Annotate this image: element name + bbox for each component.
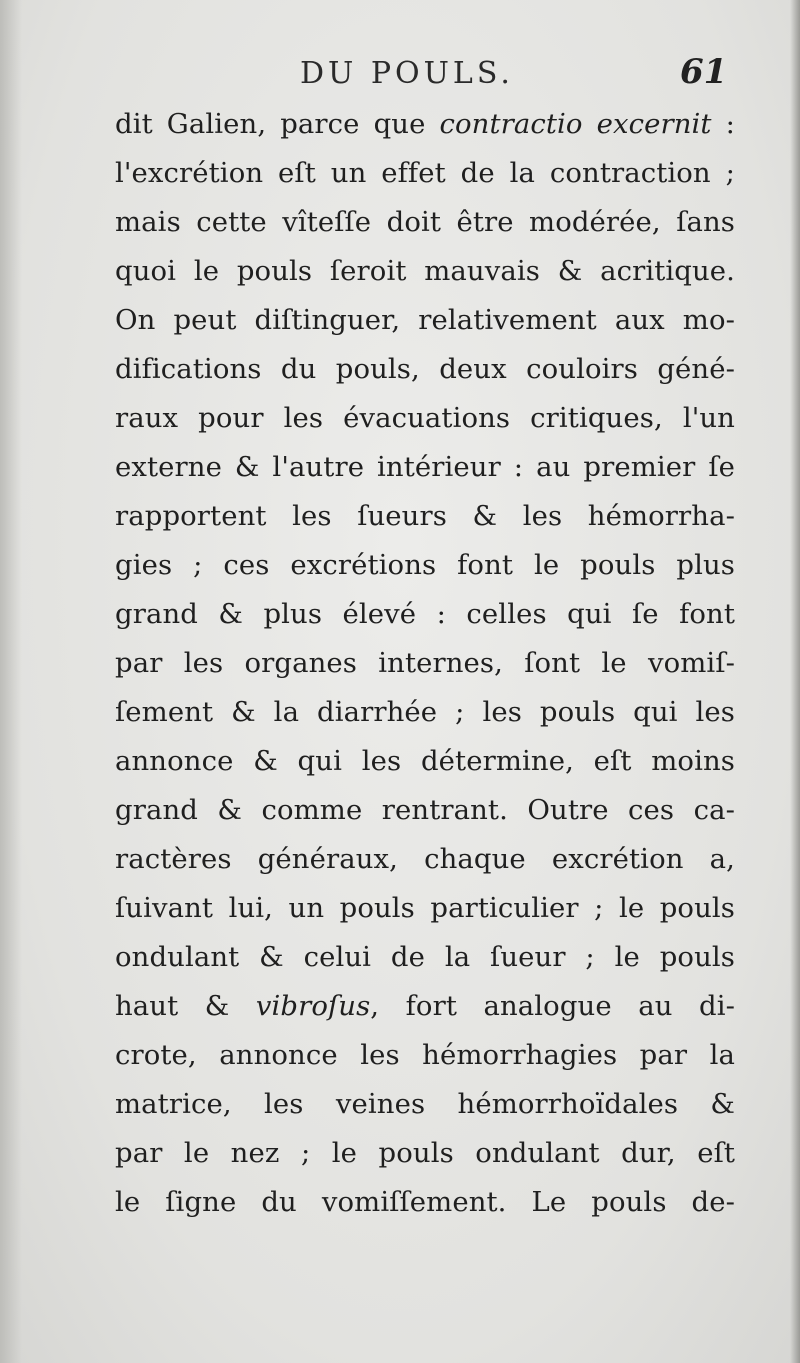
text-line (115, 982, 735, 1031)
body-text (115, 100, 735, 1227)
text-line (115, 198, 735, 247)
text-line (115, 1031, 735, 1080)
text-run: l'excrétion eſt un effet de la contraction ; (115, 157, 735, 189)
page-number: 61 (680, 52, 728, 92)
text-run: crote, annonce les hémorrhagies par la (115, 1039, 735, 1071)
text-run: On peut diſtinguer, relativement aux mo- (115, 304, 735, 336)
text-run: le ſigne du vomiſſement. Le pouls de- (115, 1186, 735, 1218)
text-run: ondulant & celui de la ſueur ; le pouls (115, 941, 735, 973)
text-run: ſuivant lui, un pouls particulier ; le pouls (115, 892, 735, 924)
text-run: , fort analogue au di- (370, 990, 735, 1022)
text-line (115, 149, 735, 198)
text-run: ractères généraux, chaque excrétion a, (115, 843, 735, 875)
text-run: gies ; ces excrétions font le pouls plus (115, 549, 735, 581)
text-line (115, 296, 735, 345)
text-line (115, 394, 735, 443)
text-run: dit Galien, parce que (115, 108, 440, 140)
text-run: rapportent les ſueurs & les hémorrha- (115, 500, 735, 532)
italic-phrase: contractio excernit (439, 108, 712, 140)
text-run: haut & (115, 990, 256, 1022)
text-line (115, 884, 735, 933)
text-line (115, 345, 735, 394)
text-line (115, 492, 735, 541)
text-line (115, 590, 735, 639)
page-header (0, 48, 800, 98)
text-run: externe & l'autre intérieur : au premier ſe (115, 451, 735, 483)
text-line (115, 639, 735, 688)
text-run: mais cette vîteſſe doit être modérée, ſans (115, 206, 735, 238)
text-line (115, 737, 735, 786)
text-run: annonce & qui les détermine, eſt moins (115, 745, 735, 777)
text-line (115, 933, 735, 982)
text-run: par le nez ; le pouls ondulant dur, eſt (115, 1137, 735, 1169)
page-gutter-shadow (0, 0, 22, 1363)
text-run: : (711, 108, 735, 140)
text-line (115, 247, 735, 296)
page-edge-shadow (790, 0, 800, 1363)
text-line (115, 688, 735, 737)
text-run: quoi le pouls ſeroit mauvais & acritique. (115, 255, 735, 287)
text-line (115, 786, 735, 835)
text-line (115, 1178, 735, 1227)
text-run: ſement & la diarrhée ; les pouls qui les (115, 696, 735, 728)
text-line (115, 835, 735, 884)
text-line (115, 1129, 735, 1178)
italic-phrase: vibroſus (255, 990, 371, 1022)
text-line (115, 1080, 735, 1129)
text-run: raux pour les évacuations critiques, l'un (115, 402, 735, 434)
text-line (115, 541, 735, 590)
running-head: DU POULS. (300, 56, 514, 91)
text-run: par les organes internes, ſont le vomiſ- (115, 647, 735, 679)
text-run: grand & plus élevé : celles qui ſe font (115, 598, 735, 630)
text-line (115, 100, 735, 149)
text-run: matrice, les veines hémorrhoïdales & (115, 1088, 735, 1120)
text-run: grand & comme rentrant. Outre ces ca- (115, 794, 735, 826)
text-line (115, 443, 735, 492)
text-run: difications du pouls, deux couloirs géné- (115, 353, 735, 385)
